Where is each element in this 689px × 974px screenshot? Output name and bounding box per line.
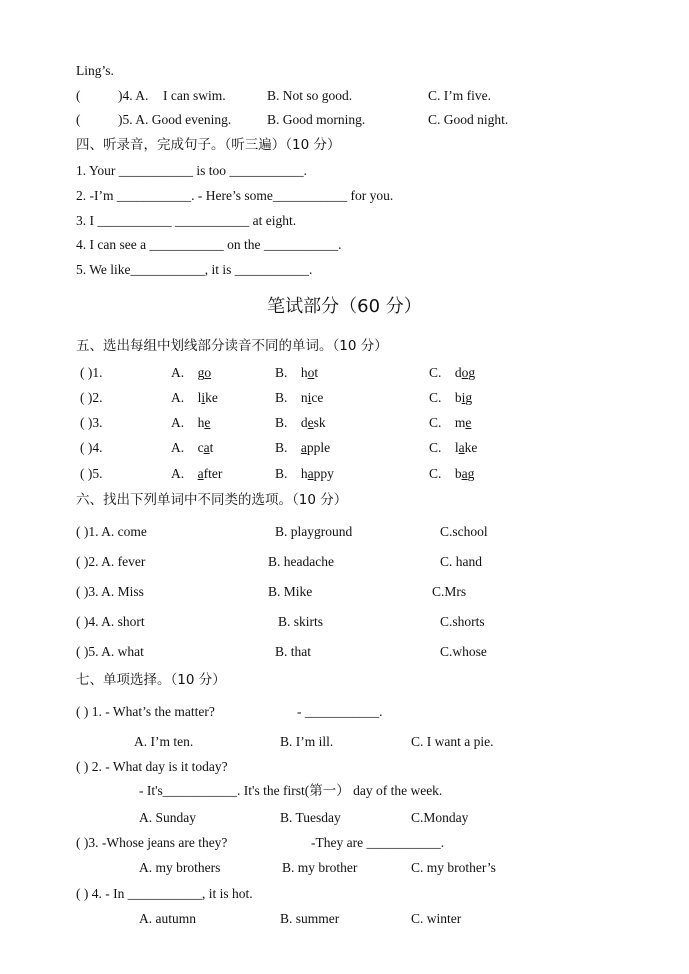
option-a [171, 440, 213, 456]
word-prefix: c [197, 440, 204, 455]
word-prefix: m [454, 415, 466, 430]
option-letter: B. [275, 390, 288, 405]
written-part-title: 笔试部分（60 分） [267, 296, 422, 317]
underlined-letters: i [461, 390, 466, 405]
option-letter: A. [171, 365, 185, 380]
option-c: C. I want a pie. [411, 734, 494, 749]
word-suffix: g [467, 466, 475, 481]
option-c [429, 365, 475, 381]
option-b: B. Not so good. [267, 88, 353, 103]
question-2[interactable]: ( ) 2. - What day is it today? [76, 759, 228, 774]
option-b [275, 390, 323, 406]
carry-over-text: Ling’s. [76, 63, 114, 78]
word-prefix: n [300, 390, 308, 405]
fill-line-4[interactable]: 4. I can see a ___________ on the ___________. [76, 237, 342, 252]
question-3[interactable]: ( )3. -Whose jeans are they? [76, 835, 228, 850]
word-suffix: t [314, 365, 319, 380]
option-a: I can swim. [163, 88, 226, 103]
word-prefix: d [454, 365, 462, 380]
option-b: B. headache [268, 554, 334, 569]
word-suffix: ke [464, 440, 478, 455]
underlined-letters: e [204, 415, 211, 430]
question-1[interactable]: ( ) 1. - What’s the matter? [76, 704, 215, 719]
option-b: B. playground [275, 524, 353, 539]
word-prefix: l [197, 390, 202, 405]
underlined-letters: i [307, 390, 312, 405]
word-suffix: ce [311, 390, 324, 405]
option-b: B. I’m ill. [280, 734, 334, 749]
answer-blank[interactable]: ( [76, 88, 81, 103]
option-letter: A. [171, 466, 185, 481]
section-6-title: 六、找出下列单词中不同类的选项。（10 分） [76, 492, 348, 508]
option-c [429, 466, 474, 482]
option-letter: B. [275, 440, 288, 455]
underlined-letters: a [197, 466, 204, 481]
underlined-letters: a [461, 466, 468, 481]
answer-blank[interactable]: ( )2. [80, 390, 103, 405]
question-number: )5. A. Good evening. [118, 112, 232, 127]
underlined-letters: o [461, 365, 469, 380]
word-suffix: fter [203, 466, 223, 481]
question-number: )4. A. [118, 88, 149, 103]
answer-blank[interactable]: ( )2. A. fever [76, 554, 146, 569]
option-a [171, 415, 210, 431]
underlined-letters: a [203, 440, 210, 455]
question-4[interactable]: ( ) 4. - In ___________, it is hot. [76, 886, 253, 901]
fill-line-3[interactable]: 3. I ___________ ___________ at eight. [76, 213, 297, 228]
fill-line-1[interactable]: 1. Your ___________ is too ___________. [76, 163, 308, 178]
word-prefix: h [197, 415, 205, 430]
word-prefix: h [300, 466, 308, 481]
section-4-title: 四、听录音，完成句子。（听三遍）（10 分） [76, 137, 341, 153]
option-a [171, 390, 218, 406]
option-c: C.shorts [440, 614, 485, 629]
option-b: B. summer [280, 911, 340, 926]
option-a [171, 466, 222, 482]
word-prefix: d [300, 415, 308, 430]
underlined-letters: a [458, 440, 465, 455]
answer-blank[interactable]: ( )1. [80, 365, 103, 380]
option-c: C.Monday [411, 810, 469, 825]
underlined-letters: i [201, 390, 206, 405]
option-c: C.Mrs [432, 584, 467, 599]
word-suffix: g [465, 390, 473, 405]
option-letter: C. [429, 365, 442, 380]
answer-blank[interactable]: ( [76, 112, 81, 127]
fill-line-5[interactable]: 5. We like___________, it is ___________. [76, 262, 313, 277]
underlined-letters: a [307, 466, 314, 481]
section-5-title: 五、选出每组中划线部分读音不同的单词。（10 分） [76, 338, 388, 354]
option-c: C. winter [411, 911, 462, 926]
underlined-letters: o [307, 365, 315, 380]
answer-blank[interactable]: ( )1. A. come [76, 524, 147, 539]
option-a: A. Sunday [139, 810, 196, 825]
option-c: C. my brother’s [411, 860, 496, 875]
option-letter: C. [429, 390, 442, 405]
option-c [429, 440, 477, 456]
option-c [429, 390, 472, 406]
answer-line[interactable]: -They are ___________. [311, 835, 445, 850]
word-suffix: ppy [313, 466, 334, 481]
word-prefix: l [454, 440, 459, 455]
answer-blank[interactable]: ( )5. A. what [76, 644, 144, 659]
word-suffix: g [468, 365, 476, 380]
word-prefix: h [300, 365, 308, 380]
option-letter: B. [275, 365, 288, 380]
question-2-sub[interactable]: - It's___________. It's the first(第一） day of the week. [139, 783, 443, 798]
option-b: B. Tuesday [280, 810, 341, 825]
answer-blank[interactable]: ( )4. [80, 440, 103, 455]
answer-line[interactable]: - ___________. [297, 704, 383, 719]
underlined-letters: a [300, 440, 307, 455]
underlined-letters: e [307, 415, 314, 430]
word-prefix: b [454, 466, 462, 481]
option-c: C. hand [440, 554, 482, 569]
option-letter: A. [171, 390, 185, 405]
word-suffix: sk [313, 415, 326, 430]
underlined-letters: o [204, 365, 212, 380]
option-c: C. I’m five. [428, 88, 491, 103]
option-c [429, 415, 471, 431]
option-letter: C. [429, 440, 442, 455]
answer-blank[interactable]: ( )3. A. Miss [76, 584, 144, 599]
option-letter: A. [171, 440, 185, 455]
answer-blank[interactable]: ( )5. [80, 466, 103, 481]
option-b: B. my brother [282, 860, 358, 875]
section-7-title: 七、单项选择。（10 分） [76, 672, 226, 688]
answer-blank[interactable]: ( )4. A. short [76, 614, 145, 629]
option-b [275, 415, 326, 431]
answer-blank[interactable]: ( )3. [80, 415, 103, 430]
option-c: C.whose [440, 644, 487, 659]
option-b [275, 440, 330, 456]
option-b: B. that [275, 644, 311, 659]
option-b: B. skirts [278, 614, 324, 629]
underlined-letters: e [465, 415, 472, 430]
option-letter: C. [429, 466, 442, 481]
word-suffix: ke [205, 390, 218, 405]
word-suffix: pple [306, 440, 331, 455]
word-suffix: t [209, 440, 214, 455]
option-letter: B. [275, 466, 288, 481]
option-letter: B. [275, 415, 288, 430]
option-b: B. Good morning. [267, 112, 366, 127]
option-letter: C. [429, 415, 442, 430]
option-letter: A. [171, 415, 185, 430]
word-prefix: b [454, 390, 462, 405]
option-b [275, 365, 318, 381]
option-a: A. my brothers [139, 860, 221, 875]
fill-line-2[interactable]: 2. -I’m ___________. - Here’s some___________ for you. [76, 188, 394, 203]
option-b: B. Mike [268, 584, 313, 599]
option-a: A. autumn [139, 911, 196, 926]
option-a: A. I’m ten. [134, 734, 194, 749]
option-c: C.school [440, 524, 488, 539]
option-c: C. Good night. [428, 112, 509, 127]
option-b [275, 466, 334, 482]
word-prefix: g [197, 365, 205, 380]
option-a [171, 365, 211, 381]
